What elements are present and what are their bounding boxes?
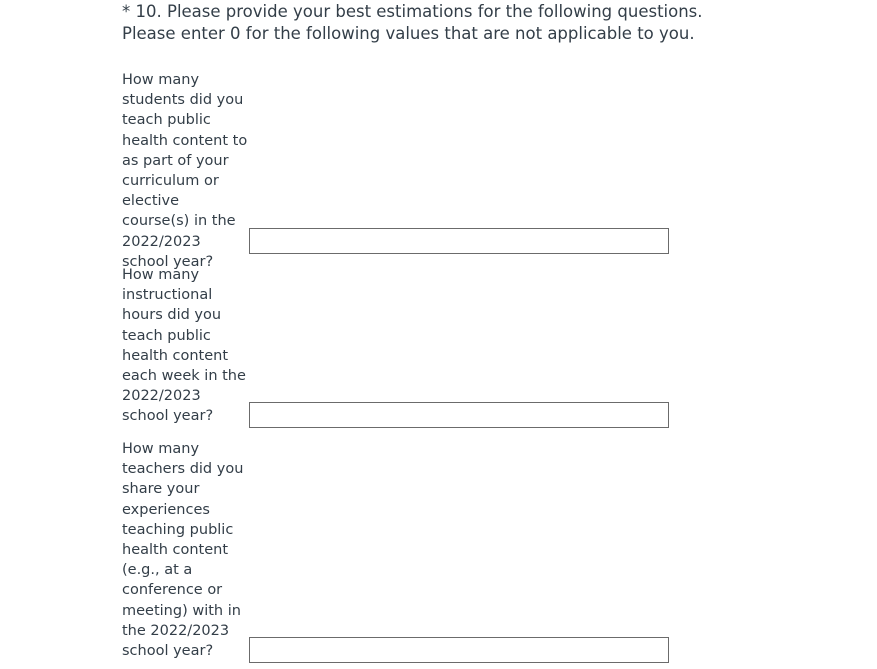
question-title — [122, 1, 742, 44]
question-text: Please provide your best estimations for the following questions. Please enter 0 for the following values that are not applicable to you. — [122, 2, 703, 43]
row-label-hours: How many instructional hours did you teach public health content each week in the 2022/2023 school year? — [122, 267, 246, 425]
instructional-hours-input[interactable] — [249, 402, 669, 428]
question-number: 10. — [135, 2, 162, 21]
teachers-count-input[interactable] — [249, 637, 669, 663]
students-count-input[interactable] — [249, 228, 669, 254]
row-label-students: How many students did you teach public health content to as part of your curriculum or elective course(s) in the 2022/2023 school year? — [122, 72, 248, 270]
row-label-teachers: How many teachers did you share your experiences teaching public health content (e.g., at a conference or meeting) with in the 2022/2023 school year? — [122, 441, 244, 660]
required-marker: * — [122, 2, 131, 21]
